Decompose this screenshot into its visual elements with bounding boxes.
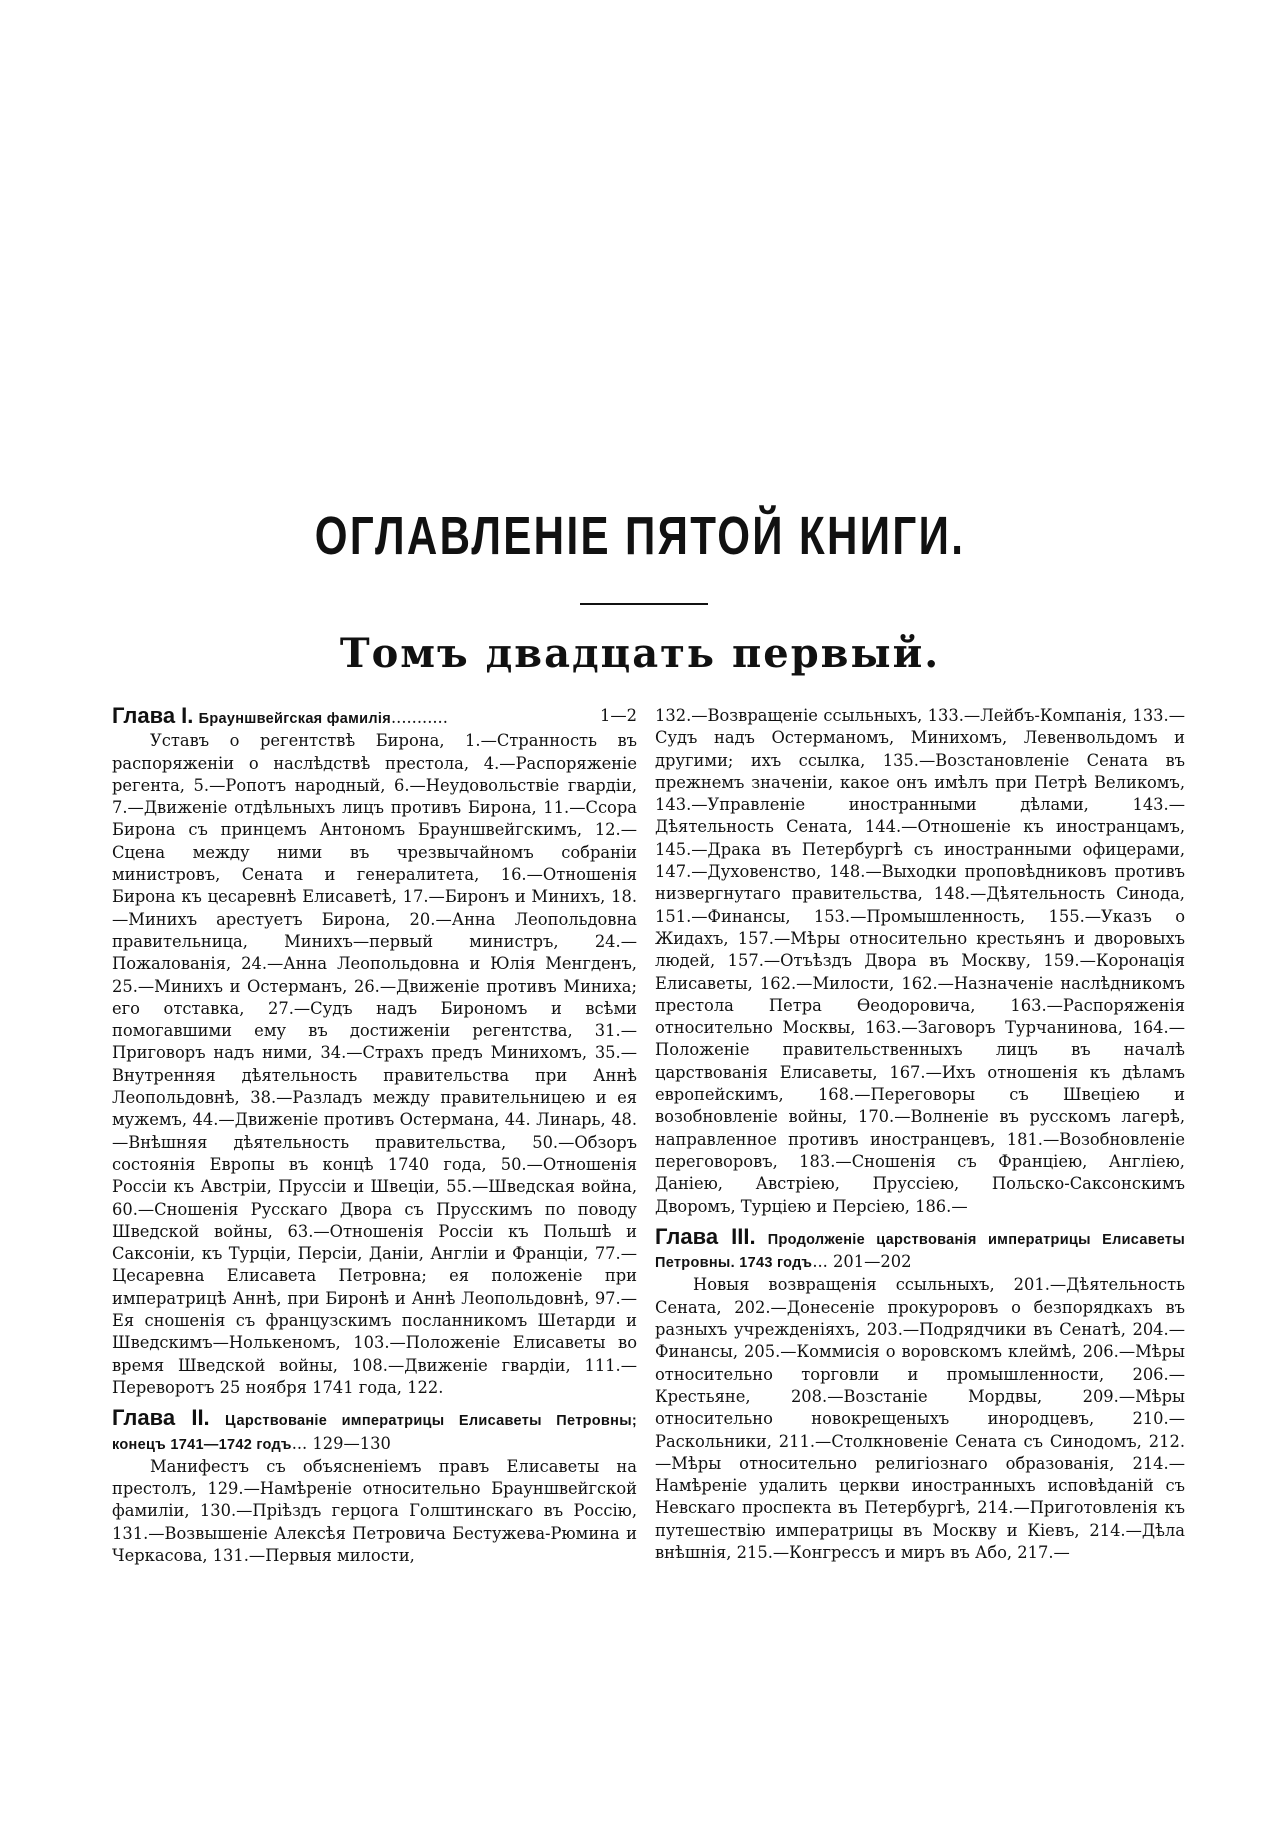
chapter-2-summary-continued: 132.—Возвращеніе ссыльныхъ, 133.—Лейбъ-Компанія, 133.—Судъ надъ Остерманомъ, Минихомъ, Левенвольдомъ и другими; ихъ ссылка, 135.—Возстановленіе Сената въ прежнемъ значеніи, какое онъ имѣлъ при Петрѣ Великомъ, 143.—Управленіе иностранными дѣлами, 143.—Дѣятельность Сената, 144.—Отношеніе къ иностранцамъ, 145.—Драка въ Петербургѣ съ иностранными офицерами, 147.—Духовенство, 148.—Выходки проповѣдниковъ противъ низвергнутаго правительства, 148.—Дѣятельность Синода, 151.—Финансы, 153.—Промышленность, 155.—Указъ о Жидахъ, 157.—Мѣры относительно крестьянъ и дворовыхъ людей, 157.—Отъѣздъ Двора въ Москву, 159.—Коронація Елисаветы, 162.—Милости, 162.—Назначеніе наслѣдникомъ престола Петра Ѳеодоровича, 163.—Распоряженія относительно Москвы, 163.—Заговоръ Турчанинова, 164.—Положеніе правительственныхъ лицъ въ началѣ царствованія Елисаветы, 167.—Ихъ отношенія къ дѣламъ европейскимъ, 168.—Переговоры съ Швеціею и возобновленіе войны, 170.—Волненіе въ русскомъ лагерѣ, направленное противъ иностранцевъ, 181.—Возобновленіе переговоровъ, 183.—Сношенія съ Франціею, Англіею, Даніею, Австріею, Пруссіею, Польско-Саксонскимъ Дворомъ, Турціею и Персіею, 186.— — [655, 706, 1185, 1216]
right-column — [655, 705, 1185, 1564]
chapter-1-title: Брауншвейгская фамилія — [198, 711, 391, 727]
chapter-2-summary: Манифестъ съ объясненіемъ правъ Елисаветы на престолъ, 129.—Намѣреніе относительно Брауншвейгской фамиліи, 130.—Пріѣздъ герцога Голштинскаго въ Россію, 131.—Возвышеніе Алексѣя Петровича Бестужева-Рюмина и Черкасова, 131.—Первыя милости, — [112, 1456, 637, 1565]
title-divider — [580, 603, 708, 605]
page-title: ОГЛАВЛЕНІЕ ПЯТОЙ КНИГИ. — [314, 506, 966, 566]
chapter-1-leader: ........... — [390, 708, 448, 727]
chapter-1-label: Глава I. — [112, 703, 194, 728]
chapter-2-heading — [112, 1407, 637, 1456]
chapter-1-heading — [112, 705, 637, 730]
chapter-2-leader: ... — [291, 1433, 308, 1453]
chapter-3-title: Продолженіе царствованія императрицы Елисаветы Петровны. 1743 годъ — [655, 1231, 1185, 1272]
chapter-2-pages: 129—130 — [312, 1433, 391, 1453]
chapter-3-pages: 201—202 — [833, 1252, 912, 1272]
chapter-3-heading — [655, 1223, 1185, 1275]
chapter-2-label: Глава II. — [112, 1405, 210, 1431]
chapter-1-summary: Уставъ о регентствѣ Бирона, 1.—Странность въ распоряженіи о наслѣдствѣ престола, 4.—Распоряженіе регента, 5.—Ропотъ народный, 6.—Неудовольствіе гвардіи, 7.—Движеніе отдѣльныхъ лицъ противъ Бирона, 11.—Ссора Бирона съ принцемъ Антономъ Брауншвейгскимъ, 12.—Сцена между ними въ чрезвычайномъ собраніи министровъ, Сената и генералитета, 16.—Отношенія Бирона къ цесаревнѣ Елисаветѣ, 17.—Биронъ и Минихъ, 18.—Минихъ арестуетъ Бирона, 20.—Анна Леопольдовна правительница, Минихъ—первый министръ, 24.—Пожалованія, 24.—Анна Леопольдовна и Юлія Менгденъ, 25.—Минихъ и Остерманъ, 26.—Движеніе противъ Миниха; его отставка, 27.—Судъ надъ Бирономъ и всѣми помогавшими ему въ достиженіи регентства, 31.—Приговоръ надъ ними, 34.—Страхъ предъ Минихомъ, 35.—Внутренняя дѣятельность правительства при Аннѣ Леопольдовнѣ, 38.—Разладъ между правительницею и ея мужемъ, 44.—Движеніе противъ Остермана, 44. Линарь, 48.—Внѣшняя дѣятельность правительства, 50.—Обзоръ состоянія Европы въ концѣ 1740 года, 50.—Отношенія Россіи къ Австріи, Пруссіи и Швеціи, 55.—Шведская война, 60.—Сношенія Русскаго Двора съ Прусскимъ по поводу Шведской войны, 63.—Отношенія Россіи къ Польшѣ и Саксоніи, къ Турціи, Персіи, Даніи, Англіи и Франціи, 77.—Цесаревна Елисавета Петровна; ея положеніе при императрицѣ Аннѣ, при Биронѣ и Аннѣ Леопольдовнѣ, 97.—Ея сношенія съ французскимъ посланникомъ Шетарди и Шведскимъ—Нолькеномъ, 103.—Положеніе Елисаветы во время Шведской войны, 108.—Движеніе гвардіи, 111.—Переворотъ 25 ноября 1741 года, 122. — [112, 731, 637, 1397]
chapter-3-label: Глава III. — [655, 1223, 756, 1249]
chapter-1-pages: 1—2 — [600, 706, 637, 725]
left-column — [112, 705, 637, 1567]
volume-title: Томъ двадцать первый. — [339, 630, 941, 677]
chapter-3-leader: ... — [812, 1252, 828, 1272]
chapter-3-summary: Новыя возвращенія ссыльныхъ, 201.—Дѣятельность Сената, 202.—Донесеніе прокуроровъ о безпорядкахъ въ разныхъ учрежденіяхъ, 203.—Подрядчики въ Сенатѣ, 204.—Финансы, 205.—Коммисія о воровскомъ клеймѣ, 206.—Мѣры относительно торговли и промышленности, 206.—Крестьяне, 208.—Возстаніе Мордвы, 209.—Мѣры относительно новокрещеныхъ инородцевъ, 210.—Раскольники, 211.—Столкновеніе Сената съ Синодомъ, 212.—Мѣры относительно религіознаго образованія, 214.—Намѣреніе удалить церкви иностранныхъ исповѣданій съ Невскаго проспекта въ Петербургѣ, 214.—Приготовленія къ путешествію императрицы въ Москву и Кіевъ, 214.—Дѣла внѣшнія, 215.—Конгрессъ и миръ въ Або, 217.— — [655, 1275, 1185, 1562]
chapter-2-title: Царствованіе императрицы Елисаветы Петровны; конецъ 1741—1742 годъ — [112, 1413, 638, 1453]
